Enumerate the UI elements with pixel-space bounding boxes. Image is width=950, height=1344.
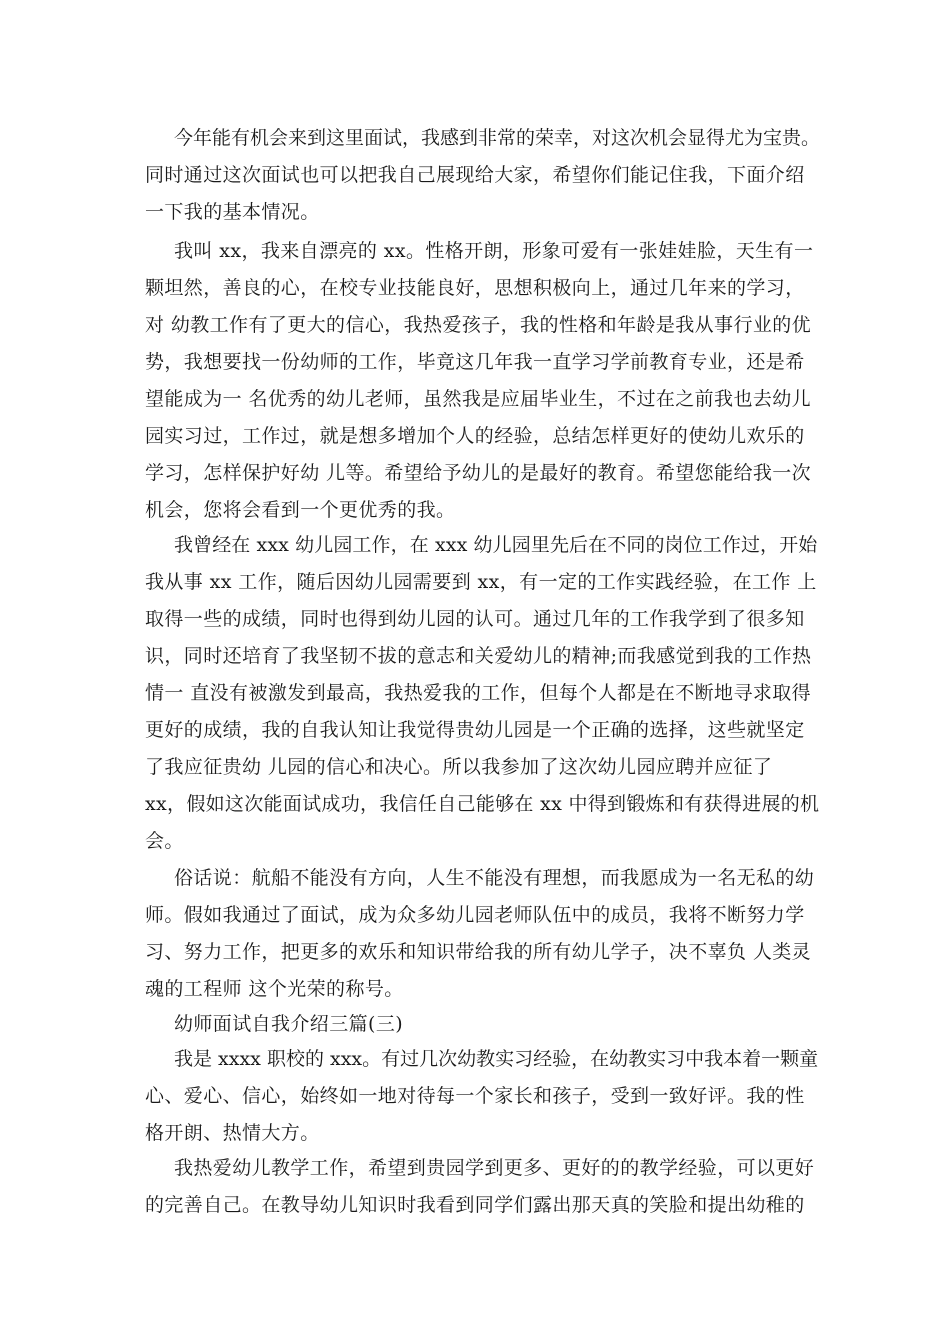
paragraph-3-line-5: 情一 直没有被激发到最高，我热爱我的工作，但每个人都是在不断地寻求取得 (145, 682, 812, 704)
paragraph-1-line-3: 一下我的基本情况。 (145, 201, 320, 223)
paragraph-2-line-3: 对 幼教工作有了更大的信心，我热爱孩子，我的性格和年龄是我从事行业的优 (145, 314, 812, 336)
paragraph-2-line-5: 望能成为一 名优秀的幼儿老师，虽然我是应届毕业生，不过在之前我也去幼儿 (145, 388, 812, 410)
paragraph-6-line-1: 我热爱幼儿教学工作，希望到贵园学到更多、更好的的教学经验，可以更好 (174, 1157, 815, 1179)
paragraph-3-line-4: 识，同时还培育了我坚韧不拔的意志和关爱幼儿的精神;而我感觉到我的工作热 (145, 645, 812, 667)
paragraph-3-line-3: 取得一些的成绩，同时也得到幼儿园的认可。通过几年的工作我学到了很多知 (145, 608, 805, 630)
paragraph-1-line-2: 同时通过这次面试也可以把我自己展现给大家，希望你们能记住我，下面介绍 (145, 164, 805, 186)
paragraph-2-line-8: 机会，您将会看到一个更优秀的我。 (145, 499, 456, 521)
paragraph-4-line-3: 习、努力工作，把更多的欢乐和知识带给我的所有幼儿学子，决不辜负 人类灵 (145, 941, 812, 963)
paragraph-2-line-7: 学习，怎样保护好幼 儿等。希望给予幼儿的是最好的教育。希望您能给我一次 (145, 462, 812, 484)
paragraph-3-line-2: 我从事 xx 工作，随后因幼儿园需要到 xx，有一定的工作实践经验，在工作 上 (145, 571, 817, 593)
paragraph-5-line-1: 我是 xxxx 职校的 xxx。有过几次幼教实习经验，在幼教实习中我本着一颗童 (174, 1048, 819, 1070)
paragraph-2-line-4: 势，我想要找一份幼师的工作，毕竟这几年我一直学习学前教育专业，还是希 (145, 351, 805, 373)
paragraph-4-line-2: 师。假如我通过了面试，成为众多幼儿园老师队伍中的成员，我将不断努力学 (145, 904, 805, 926)
paragraph-4-line-1: 俗话说：航船不能没有方向，人生不能没有理想，而我愿成为一名无私的幼 (174, 867, 815, 889)
paragraph-3-line-6: 更好的成绩，我的自我认知让我觉得贵幼儿园是一个正确的选择，这些就坚定 (145, 719, 805, 741)
paragraph-3-line-1: 我曾经在 xxx 幼儿园工作，在 xxx 幼儿园里先后在不同的岗位工作过，开始 (174, 534, 818, 556)
section-heading: 幼师面试自我介绍三篇(三) (174, 1013, 404, 1035)
paragraph-3-line-9: 会。 (145, 830, 184, 852)
paragraph-5-line-2: 心、爱心、信心，始终如一地对待每一个家长和孩子，受到一致好评。我的性 (145, 1085, 805, 1107)
paragraph-3-line-8: xx，假如这次能面试成功，我信任自己能够在 xx 中得到锻炼和有获得进展的机 (145, 793, 820, 815)
paragraph-2-line-1: 我叫 xx，我来自漂亮的 xx。性格开朗，形象可爱有一张娃娃脸，天生有一 (174, 240, 814, 262)
paragraph-3-line-7: 了我应征贵幼 儿园的信心和决心。所以我参加了这次幼儿园应聘并应征了 (145, 756, 773, 778)
paragraph-5-line-3: 格开朗、热情大方。 (145, 1122, 320, 1144)
paragraph-4-line-4: 魂的工程师 这个光荣的称号。 (145, 978, 404, 1000)
paragraph-6-line-2: 的完善自己。在教导幼儿知识时我看到同学们露出那天真的笑脸和提出幼稚的 (145, 1194, 805, 1216)
paragraph-1-line-1: 今年能有机会来到这里面试，我感到非常的荣幸，对这次机会显得尤为宝贵。 (174, 127, 821, 149)
paragraph-2-line-2: 颗坦然，善良的心，在校专业技能良好，思想积极向上，通过几年来的学习， (145, 277, 805, 299)
paragraph-2-line-6: 园实习过，工作过，就是想多增加个人的经验，总结怎样更好的使幼儿欢乐的 (145, 425, 805, 447)
